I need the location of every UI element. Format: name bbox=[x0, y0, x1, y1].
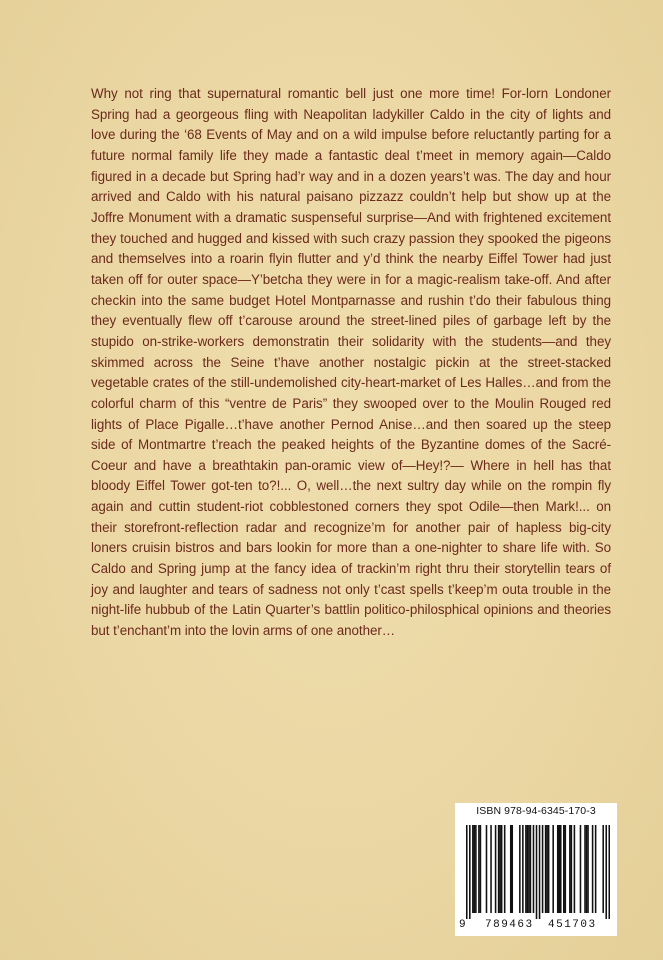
barcode-bar bbox=[501, 825, 503, 913]
barcode-image bbox=[466, 825, 610, 919]
barcode-bar bbox=[498, 825, 500, 913]
barcode-bar bbox=[580, 825, 582, 913]
barcode-bar bbox=[546, 825, 548, 913]
isbn-label: ISBN 978-94-6345-170-3 bbox=[476, 805, 596, 817]
barcode-bar bbox=[563, 825, 565, 913]
barcode-bar bbox=[565, 825, 567, 913]
barcode-bar bbox=[530, 825, 532, 913]
barcode-bar bbox=[504, 825, 506, 913]
barcode-bar bbox=[527, 825, 529, 913]
barcode-bar bbox=[486, 825, 488, 913]
barcode-bar bbox=[510, 825, 512, 913]
barcode-bar bbox=[545, 825, 547, 913]
barcode-bar bbox=[469, 825, 471, 919]
barcode-bar bbox=[533, 825, 535, 913]
barcode-bar bbox=[552, 825, 554, 913]
barcode-bar bbox=[522, 825, 524, 913]
barcode-bar bbox=[528, 825, 530, 913]
barcode-bar bbox=[495, 825, 497, 913]
barcode-bar bbox=[542, 825, 544, 913]
barcode-bar bbox=[490, 825, 492, 913]
barcode-bar bbox=[480, 825, 482, 913]
barcode-bar bbox=[605, 825, 607, 919]
barcode-digits-right: 451703 bbox=[548, 919, 597, 931]
barcode-bar bbox=[472, 825, 474, 913]
barcode-bar bbox=[536, 825, 538, 919]
barcode-bar bbox=[478, 825, 480, 913]
barcode-bar bbox=[539, 825, 541, 919]
isbn-barcode-block bbox=[455, 803, 617, 936]
blurb-text: Why not ring that supernatural romantic bell just one more time! For-lorn Londoner Spring had a georgeous fling with Neapolitan ladykiller Caldo in the city of lights and love during the ‘68 Events of May and on a wild impulse before reluctantly parting for a future normal family life they made a fantastic deal t’meet in memory again—Caldo figured in a decade but Spring had’r way and in a dozen years’t was. The day and hour arrived and Caldo with his natural paisano pizzazz couldn’t help but show up at the Joffre Monument with a dramatic suspenseful surprise—And with frightened excitement they touched and hugged and kissed with such crazy passion they spooked the pigeons and themselves into a roarin flyin flutter and y’d think the nearby Eiffel Tower had just taken off for outer space—Y’betcha they were in for a magic-realism take-off. And after checkin into the same budget Hotel Montparnasse and rushin t’do their fabulous thing they eventually flew off t’carouse around the street-lined piles of garbage left by the stupido on-strike-workers demonstratin their solidarity with the students—and they skimmed across the Seine t’have another nostalgic pickin at the street-stacked vegetable crates of the still-undemolished city-heart-market of Les Halles…and from the colorful charm of this “ventre de Paris” they swooped over to the Moulin Rouged red lights of Place Pigalle…t’have another Pernod Anise…and then soared up the steep side of Montmartre t’reach the peaked heights of the Byzantine domes of the Sacré-Coeur and have a breathtakin pan-oramic view of—Hey!?— Where in hell has that bloody Eiffel Tower got-ten to?!... O, well…the next sultry day while on the rompin fly again and cuttin student-riot cobblestoned corners they spot Odile—then Mark!... on their storefront-reflection radar and recognize’m for another pair of hapless big-city loners cruisin bistros and bars lookin for more than a one-nighter to share life with. So Caldo and Spring jump at the fancy idea of trackin’m right thru their storytellin tears of joy and laughter and tears of sadness not only t’cast spells t’keep’m outa trouble in the night-life hubbub of the Latin Quarter’s battlin politico-philosphical opinions and theories but t’enchant’m into the lovin arms of one another… bbox=[91, 86, 611, 639]
barcode-digit-first: 9 bbox=[459, 919, 466, 931]
barcode-digits bbox=[455, 919, 617, 935]
barcode-bar bbox=[557, 825, 559, 913]
barcode-bar bbox=[584, 825, 586, 913]
barcode-bar bbox=[511, 825, 513, 913]
barcode-bar bbox=[525, 825, 527, 913]
barcode-bar bbox=[586, 825, 588, 913]
barcode-bar bbox=[475, 825, 477, 913]
barcode-bar bbox=[519, 825, 521, 913]
barcode-bar bbox=[592, 825, 594, 913]
barcode-bar bbox=[560, 825, 562, 913]
barcode-bar bbox=[574, 825, 576, 913]
barcode-bar bbox=[558, 825, 560, 913]
barcode-bar bbox=[602, 825, 604, 913]
barcode-bar bbox=[587, 825, 589, 913]
barcode-digits-left: 789463 bbox=[485, 919, 534, 931]
barcode-bar bbox=[466, 825, 468, 919]
barcode-bar bbox=[569, 825, 571, 913]
barcode-bar bbox=[548, 825, 550, 913]
barcode-bar bbox=[474, 825, 476, 913]
barcode-bar bbox=[608, 825, 610, 919]
barcode-bar bbox=[595, 825, 597, 913]
barcode-bar bbox=[571, 825, 573, 913]
barcode-bar bbox=[499, 825, 501, 913]
